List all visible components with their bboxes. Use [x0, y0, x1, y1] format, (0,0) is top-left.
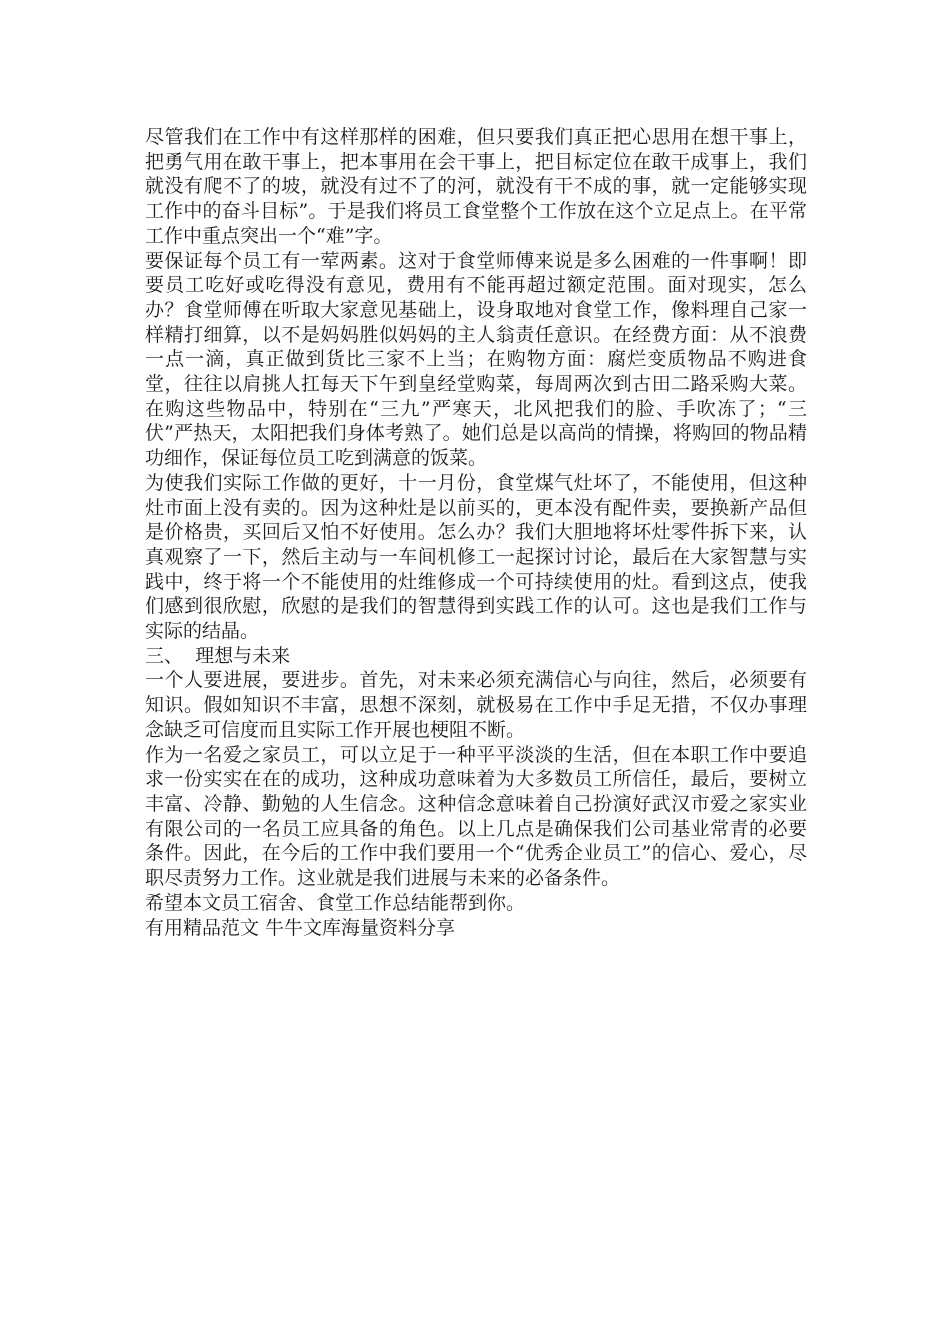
- paragraph-progress: 一个人要进展，要进步。首先，对未来必须充满信心与向往，然后，必须要有知识。假如知识不丰富，思想不深刻，就极易在工作中手足无措，不仅办事理念缺乏可信度而且实际工作开展也梗阻不断。: [145, 669, 807, 741]
- paragraph-meals: 要保证每个员工有一荤两素。这对于食堂师傅来说是多么困难的一件事啊！即要员工吃好或吃得没有意见，费用有不能再超过额定范围。面对现实，怎么办？食堂师傅在听取大家意见基础上，设身取地对食堂工作，像料理自己家一样精打细算，以不是妈妈胜似妈妈的主人翁责任意识。在经费方面：从不浪费一点一滴，真正做到货比三家不上当；在购物方面：腐烂变质物品不购进食堂，往往以肩挑人扛每天下午到皇经堂购菜，每周两次到古田二路采购大菜。在购这些物品中，特别在“三九”严寒天，北风把我们的脸、手吹冻了；“三伏”严热天，太阳把我们身体考熟了。她们总是以高尚的情操，将购回的物品精功细作，保证每位员工吃到满意的饭菜。: [145, 249, 807, 470]
- paragraph-closing-wish: 希望本文员工宿舍、食堂工作总结能帮到你。: [145, 891, 526, 914]
- paragraph-employee-role: 作为一名爱之家员工，可以立足于一种平平淡淡的生活，但在本职工作中要追求一份实实在在的成功，这种成功意味着为大多数员工所信任，最后，要树立丰富、冷静、勤勉的人生信念。这种信念意味着自己扮演好武汉市爱之家实业有限公司的一名员工应具备的角色。以上几点是确保我们公司基业常青的必要条件。因此，在今后的工作中我们要用一个“优秀企业员工”的信心、爱心，尽职尽责努力工作。这业就是我们进展与未来的必备条件。: [145, 743, 807, 890]
- section-heading: 三、 理想与未来: [145, 644, 291, 667]
- paragraph-footer-note: 有用精品范文 牛牛文库海量资料分享: [145, 916, 456, 939]
- document-page: [145, 125, 807, 940]
- paragraph-difficulties: 尽管我们在工作中有这样那样的困难，但只要我们真正把心思用在想干事上，把勇气用在敢干事上，把本事用在会干事上，把目标定位在敢干成事上，我们就没有爬不了的坡，就没有过不了的河，就没有干不成的事，就一定能够实现工作中的奋斗目标”。于是我们将员工食堂整个工作放在这个立足点上。在平常工作中重点突出一个“难”字。: [145, 126, 807, 247]
- paragraph-stove-repair: 为使我们实际工作做的更好，十一月份，食堂煤气灶坏了，不能使用，但这种灶市面上没有卖的。因为这种灶是以前买的，更本没有配件卖，要换新产品但是价格贵，买回后又怕不好使用。怎么办？我们大胆地将坏灶零件拆下来，认真观察了一下，然后主动与一车间机修工一起探讨讨论，最后在大家智慧与实践中，终于将一个不能使用的灶维修成一个可持续使用的灶。看到这点，使我们感到很欣慰，欣慰的是我们的智慧得到实践工作的认可。这也是我们工作与实际的结晶。: [145, 471, 807, 643]
